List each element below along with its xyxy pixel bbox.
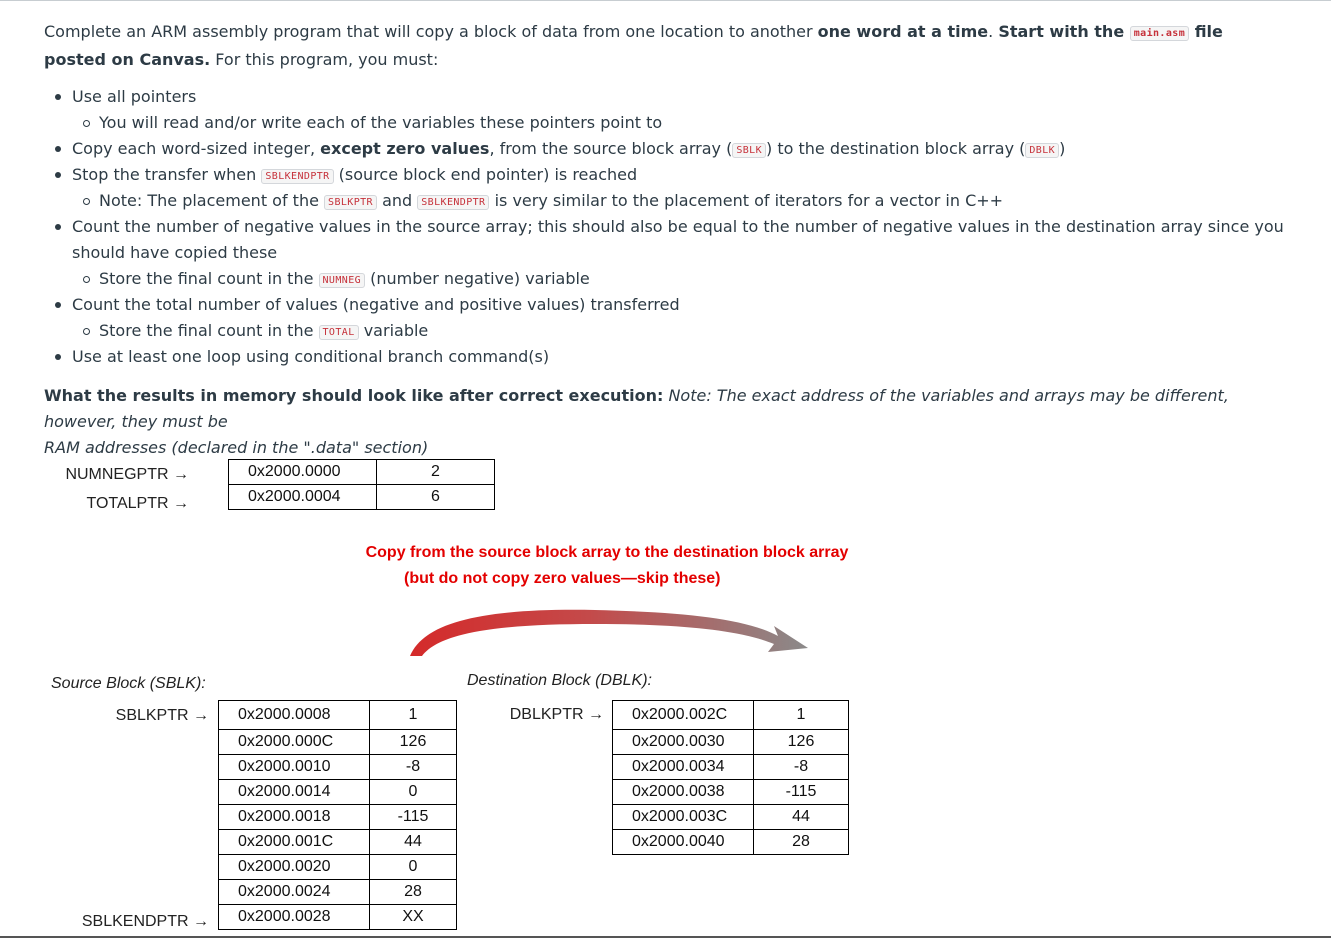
table-row [219,701,457,730]
value-cell: 0 [370,855,457,880]
results-note: Note: The exact address of the variables and arrays may be different, however, they must be [44,386,1229,431]
pointer-vars-table [228,459,495,510]
bullet-loop: Use at least one loop using conditional branch command(s) [72,347,550,366]
note-text: Note: The placement of the [99,191,325,210]
sub-bullet-total [99,318,428,346]
table-row [613,805,849,830]
bullet-dot [55,94,61,100]
source-block-table [218,700,457,930]
addr-cell: 0x2000.0024 [219,880,370,905]
bullet-dot [55,354,61,360]
totalptr-label: TOTALPTR → [86,495,189,512]
copy-bold: except zero values [320,139,490,158]
dblk-code: DBLK [1025,143,1059,158]
copy-text-3: ) to the destination block array ( [766,139,1026,158]
value-cell: 44 [754,805,849,830]
value-cell: 6 [377,485,495,510]
numneg-text: Store the final count in the [99,269,319,288]
sub-bullet-circle [83,328,90,335]
dest-block-title: Destination Block (DBLK): [467,672,652,689]
table-row [219,805,457,830]
table-row [219,780,457,805]
top-divider [0,0,1331,1]
addr-cell: 0x2000.0018 [219,805,370,830]
bullet-count-negative-cont: should have copied these [72,243,278,262]
addr-cell: 0x2000.001C [219,830,370,855]
main-asm-code: main.asm [1130,26,1189,41]
bullet-stop [72,162,637,190]
intro-text: Complete an ARM assembly program that will copy a block of data from one location to another [44,22,818,41]
bullet-count-negative: Count the number of negative values in the source array; this should also be equal to the number of negative values in the destination array since you [72,217,1284,236]
numneg-text-2: (number negative) variable [365,269,590,288]
sblkendptr-code: SBLKENDPTR [417,195,489,210]
value-cell: -115 [754,780,849,805]
value-cell: 1 [754,701,849,730]
value-cell: 28 [754,830,849,855]
sub-bullet-circle [83,120,90,127]
numneg-code: NUMNEG [319,273,366,288]
source-block-title: Source Block (SBLK): [51,675,206,692]
copy-note-line1: Copy from the source block array to the destination block array [365,544,849,561]
bullet-copy [72,136,1065,164]
total-text-2: variable [358,321,429,340]
table-row [613,730,849,755]
copy-note-line2: (but do not copy zero values—skip these) [404,570,721,587]
sub-bullet-circle [83,276,90,283]
value-cell: -8 [754,755,849,780]
copy-text-2: , from the source block array ( [489,139,733,158]
copy-text-4: ) [1059,139,1066,158]
sblkendptr-code: SBLKENDPTR [261,169,333,184]
sblkendptr-label: SBLKENDPTR → [81,913,209,930]
addr-cell: 0x2000.0010 [219,755,370,780]
bullet-dot [55,224,61,230]
table-row [613,755,849,780]
numnegptr-label: NUMNEGPTR → [65,466,189,483]
copy-text: Copy each word-sized integer, [72,139,321,158]
value-cell: 28 [370,880,457,905]
sub-bullet-circle [83,198,90,205]
table-row [219,830,457,855]
value-cell: 126 [370,730,457,755]
bullet-dot [55,302,61,308]
table-row [613,780,849,805]
sblkptr-code: SBLKPTR [324,195,377,210]
total-code: TOTAL [319,325,359,340]
sblkptr-label: SBLKPTR → [115,707,209,724]
stop-text: Stop the transfer when [72,165,262,184]
dest-block-table [612,700,849,855]
copy-arrow-icon [400,590,820,665]
addr-cell: 0x2000.0028 [219,905,370,930]
addr-cell: 0x2000.0004 [229,485,377,510]
addr-cell: 0x2000.002C [613,701,754,730]
value-cell: 0 [370,780,457,805]
addr-cell: 0x2000.0034 [613,755,754,780]
addr-cell: 0x2000.0000 [229,460,377,485]
addr-cell: 0x2000.0020 [219,855,370,880]
intro-period: . [988,22,999,41]
table-row [229,460,495,485]
addr-cell: 0x2000.003C [613,805,754,830]
table-row [613,701,849,730]
value-cell: 1 [370,701,457,730]
bullet-count-total: Count the total number of values (negative and positive values) transferred [72,295,680,314]
results-paragraph [44,383,1274,461]
sub-bullet-numneg [99,266,590,294]
bottom-divider [0,936,1331,938]
sblk-code: SBLK [732,143,766,158]
addr-cell: 0x2000.0038 [613,780,754,805]
value-cell: 2 [377,460,495,485]
sub-bullet-pointers: You will read and/or write each of the variables these pointers point to [99,113,663,132]
table-row [219,905,457,930]
note-text-3: is very similar to the placement of iterators for a vector in C++ [489,191,1004,210]
value-cell: 126 [754,730,849,755]
intro-paragraph [44,19,1274,73]
stop-text-2: (source block end pointer) is reached [333,165,638,184]
addr-cell: 0x2000.000C [219,730,370,755]
total-text: Store the final count in the [99,321,319,340]
addr-cell: 0x2000.0008 [219,701,370,730]
table-row [219,730,457,755]
table-row [229,485,495,510]
value-cell: -8 [370,755,457,780]
table-row [613,830,849,855]
note-text-2: and [376,191,418,210]
results-note-cont: RAM addresses (declared in the ".data" section) [44,438,429,457]
bullet-dot [55,146,61,152]
bullet-pointers: Use all pointers [72,87,197,106]
addr-cell: 0x2000.0030 [613,730,754,755]
intro-tail: For this program, you must: [210,50,439,69]
intro-start-text: Start with the [998,22,1130,41]
value-cell: XX [370,905,457,930]
bullet-dot [55,172,61,178]
table-row [219,855,457,880]
table-row [219,880,457,905]
addr-cell: 0x2000.0014 [219,780,370,805]
value-cell: 44 [370,830,457,855]
intro-canvas-text: file posted on Canvas. [44,22,1223,69]
value-cell: -115 [370,805,457,830]
results-heading: What the results in memory should look like after correct execution: [44,386,664,405]
dblkptr-label: DBLKPTR → [509,706,604,723]
sub-bullet-note [99,188,1003,216]
intro-bold-word: one word at a time [817,22,989,41]
table-row [219,755,457,780]
addr-cell: 0x2000.0040 [613,830,754,855]
